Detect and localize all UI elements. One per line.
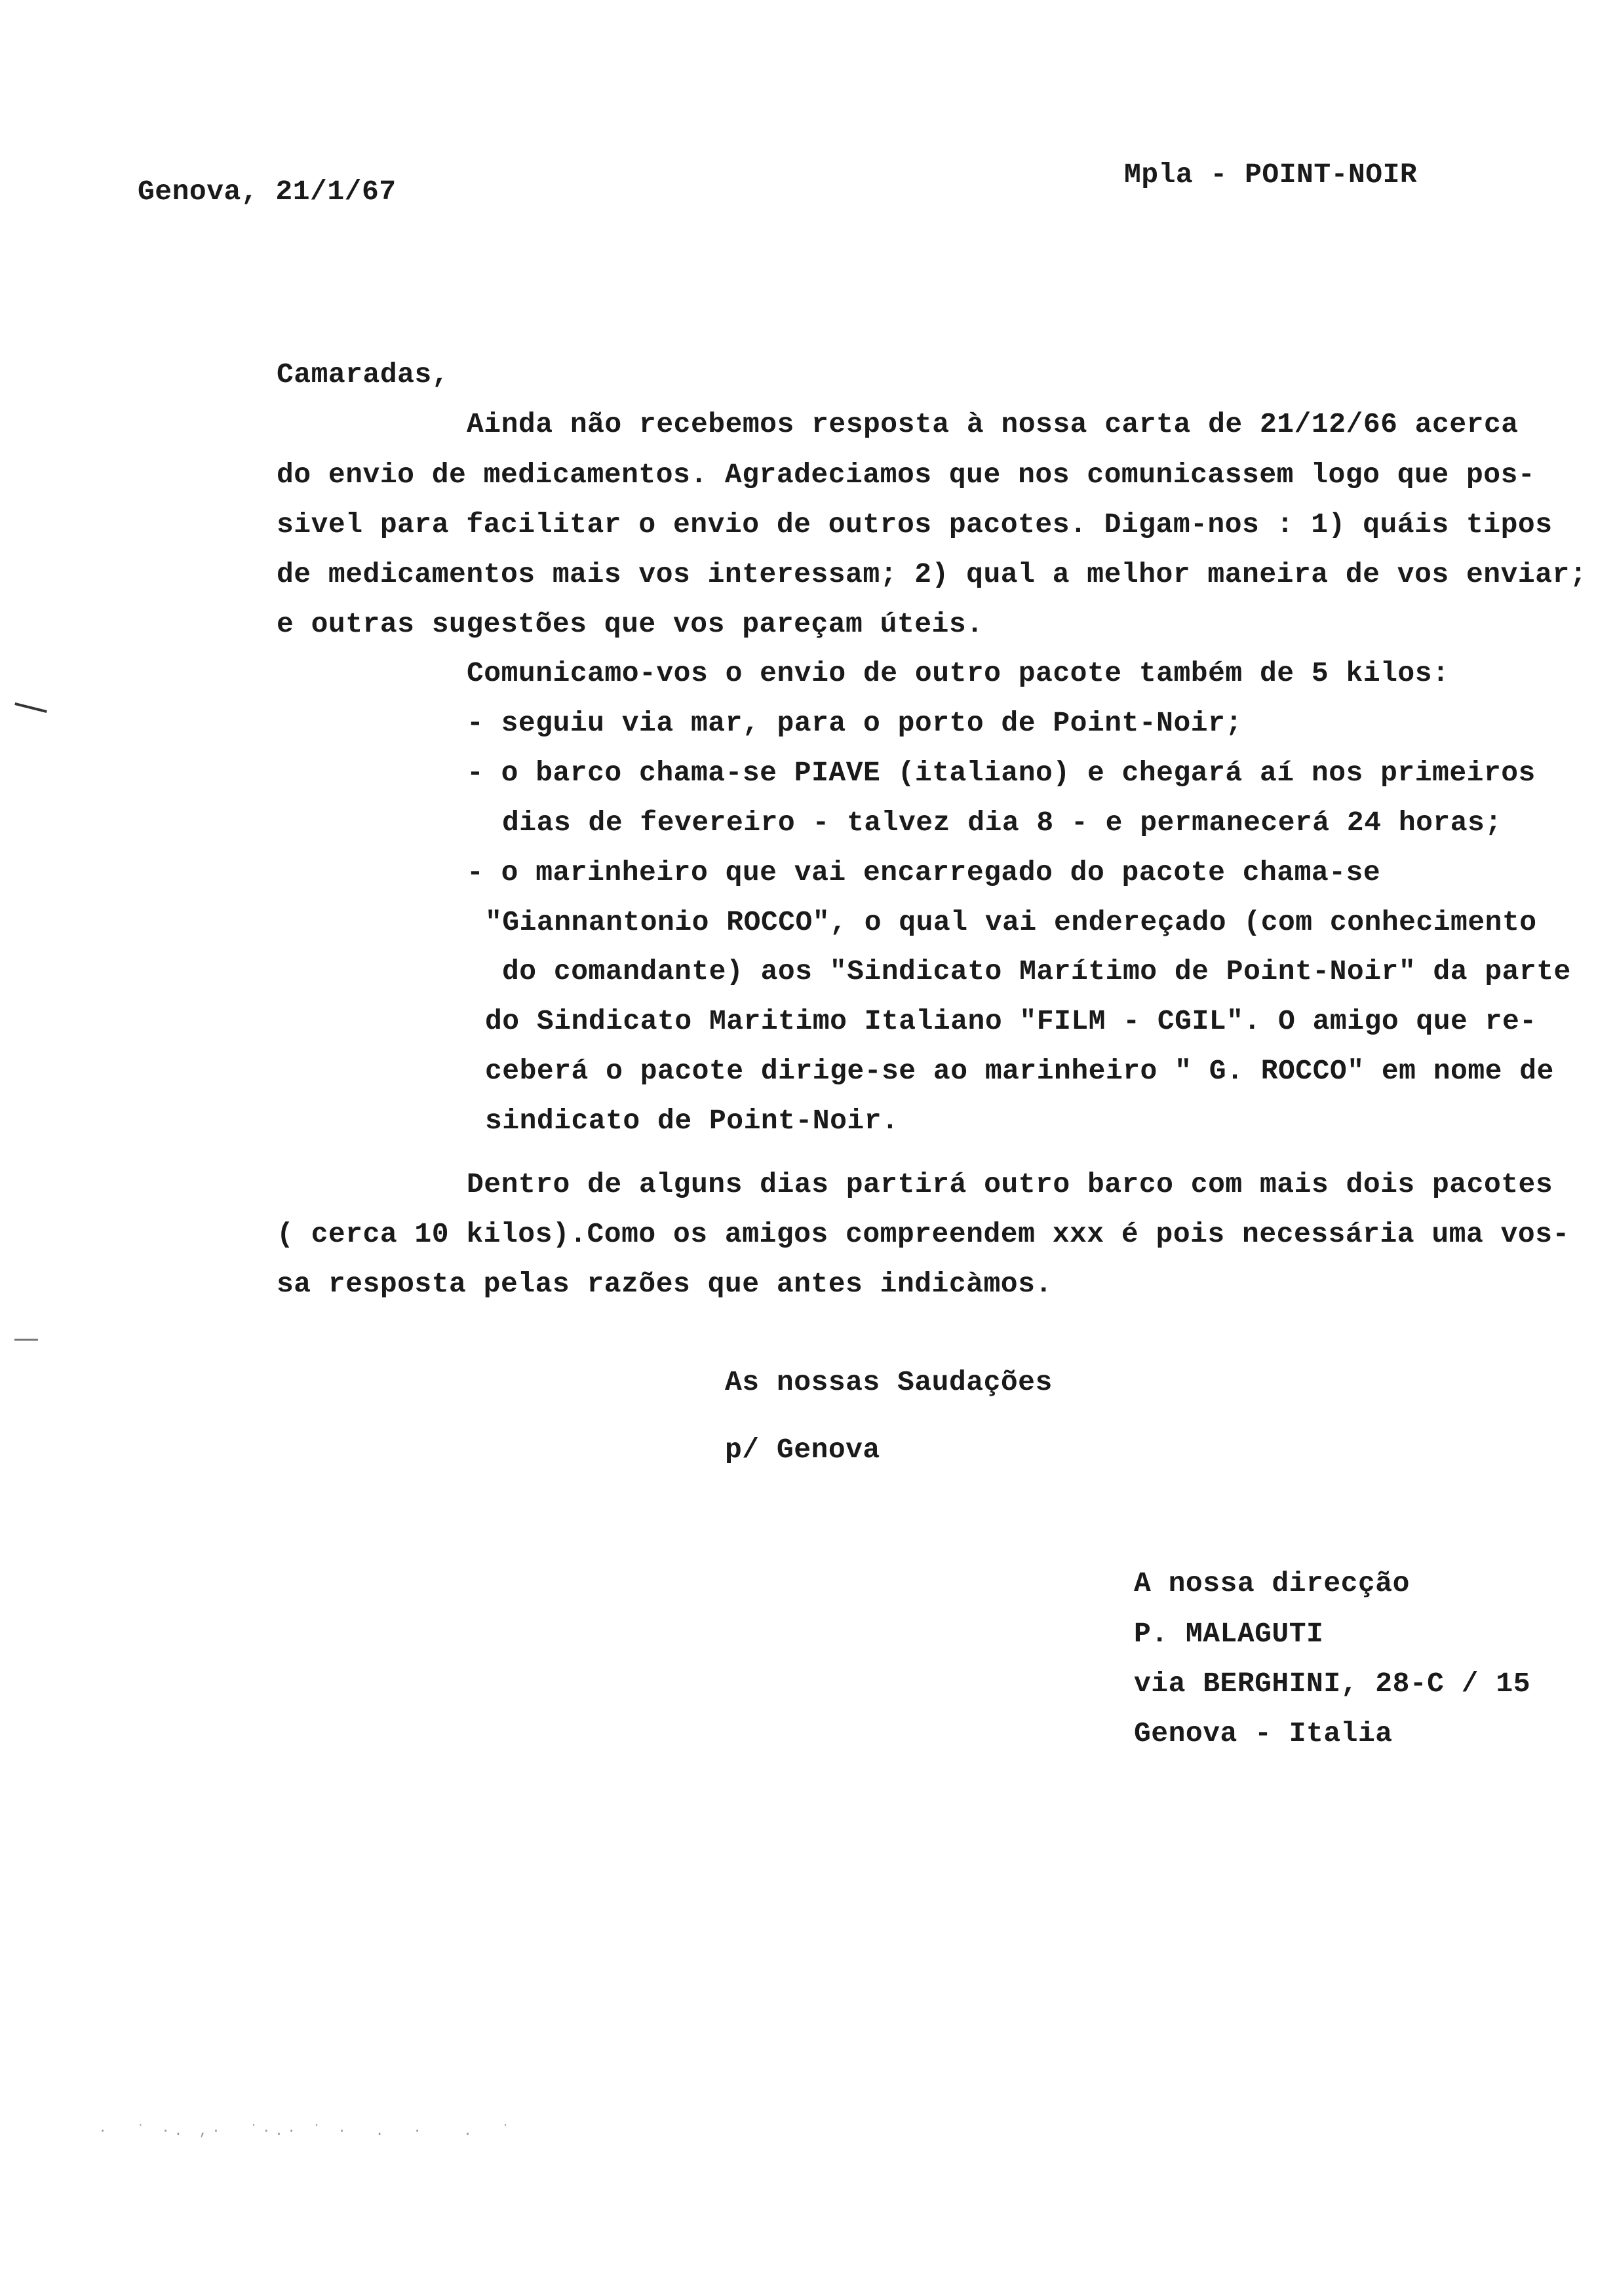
salutation: Camaradas,: [277, 358, 450, 391]
address-name: P. MALAGUTI: [1134, 1618, 1324, 1650]
body-line: e outras sugestões que vos pareçam úteis.: [277, 608, 984, 640]
body-line: - o barco chama-se PIAVE (italiano) e chegará aí nos primeiros: [467, 757, 1536, 789]
body-line: do envio de medicamentos. Agradeciamos que nos comunicassem logo que pos-: [277, 459, 1536, 491]
body-line: do Sindicato Maritimo Italiano "FILM - CGIL". O amigo que re-: [485, 1005, 1537, 1037]
place-date: Genova, 21/1/67: [138, 176, 397, 208]
margin-mark: [14, 1339, 38, 1341]
body-line: sivel para facilitar o envio de outros pacotes. Digam-nos : 1) quáis tipos: [277, 508, 1553, 541]
body-line: ( cerca 10 kilos).Como os amigos compreendem xxx é pois necessária uma vos-: [277, 1218, 1570, 1250]
body-line: sindicato de Point-Noir.: [485, 1105, 899, 1137]
recipient: Mpla - POINT-NOIR: [1124, 159, 1418, 191]
body-line: - seguiu via mar, para o porto de Point-Noir;: [467, 707, 1243, 739]
body-line: sa resposta pelas razões que antes indicàmos.: [277, 1268, 1053, 1300]
body-line: Dentro de alguns dias partirá outro barco com mais dois pacotes: [467, 1168, 1553, 1200]
body-line: Ainda não recebemos resposta à nossa carta de 21/12/66 acerca: [467, 408, 1519, 440]
body-line: "Giannantonio ROCCO", o qual vai endereçado (com conhecimento: [485, 906, 1537, 938]
body-line: dias de fevereiro - talvez dia 8 - e permanecerá 24 horas;: [502, 807, 1502, 839]
body-line: ceberá o pacote dirige-se ao marinheiro " G. ROCCO" em nome de: [485, 1055, 1554, 1087]
signed-for: p/ Genova: [725, 1434, 880, 1466]
body-line: Comunicamo-vos o envio de outro pacote também de 5 kilos:: [467, 657, 1450, 689]
closing-greeting: As nossas Saudações: [725, 1366, 1053, 1398]
body-line: - o marinheiro que vai encarregado do pacote chama-se: [467, 856, 1381, 889]
body-line: de medicamentos mais vos interessam; 2) qual a melhor maneira de vos enviar;: [277, 558, 1587, 590]
address-label: A nossa direcção: [1134, 1567, 1410, 1599]
scan-specks: · ˙ ·. ,· ˙·.· ˙ · . · . ˙: [98, 2123, 514, 2139]
address-city: Genova - Italia: [1134, 1717, 1393, 1750]
margin-mark: [14, 702, 47, 713]
address-street: via BERGHINI, 28-C / 15: [1134, 1668, 1530, 1700]
body-line: do comandante) aos "Sindicato Marítimo de Point-Noir" da parte: [502, 955, 1571, 987]
